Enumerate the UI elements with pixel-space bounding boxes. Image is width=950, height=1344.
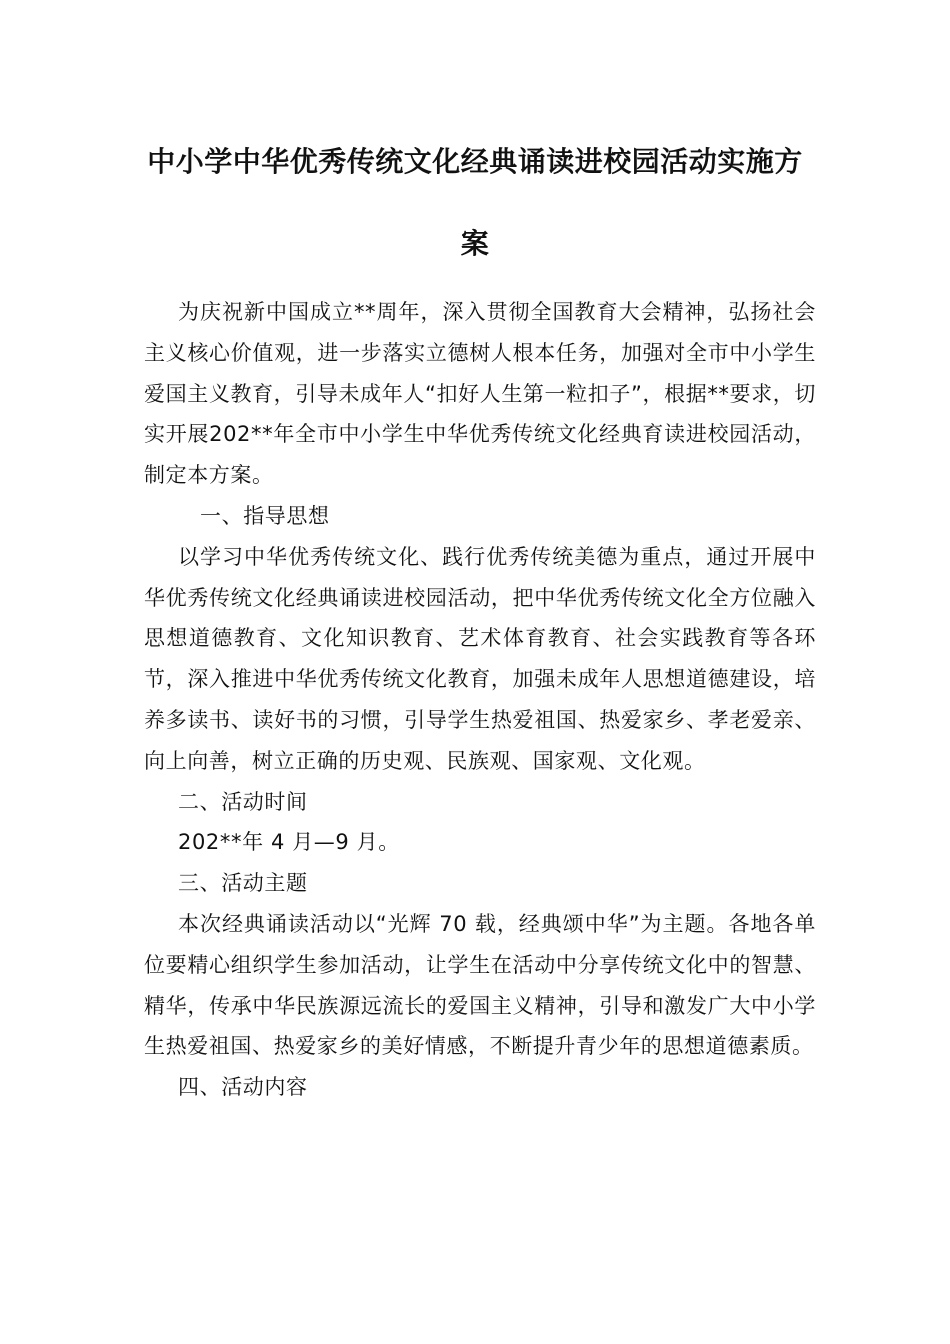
document-body [144,292,816,1108]
section-heading-activity-theme: 三、活动主题 [178,871,308,896]
section-heading-activity-time: 二、活动时间 [178,789,308,814]
section-body-activity-theme: 本次经典诵读活动以“光辉 70 载，经典颂中华”为主题。各地各单位要精心组织学生参加活动，让学生在活动中分享传统文化中的智慧、精华，传承中华民族源远流长的爱国主义精神，引导和激发广大中小学生热爱祖国、热爱家乡的美好情感，不断提升青少年的思想道德素质。 [144,911,816,1059]
section-heading-activity-content: 四、活动内容 [178,1075,308,1100]
section-body-guiding-ideology: 以学习中华优秀传统文化、践行优秀传统美德为重点，通过开展中华优秀传统文化经典诵读进校园活动，把中华优秀传统文化全方位融入思想道德教育、文化知识教育、艺术体育教育、社会实践教育等各环节，深入推进中华优秀传统文化教育，加强未成年人思想道德建设，培养多读书、读好书的习惯，引导学生热爱祖国、热爱家乡、孝老爱亲、向上向善，树立正确的历史观、民族观、国家观、文化观。 [144,544,816,773]
intro-paragraph: 为庆祝新中国成立**周年，深入贯彻全国教育大会精神，弘扬社会主义核心价值观，进一步落实立德树人根本任务，加强对全市中小学生爱国主义教育，引导未成年人“扣好人生第一粒扣子”，根据**要求，切实开展202**年全市中小学生中华优秀传统文化经典育读进校园活动，制定本方案。 [144,300,816,488]
document-title-line-2: 案 [460,227,490,260]
document-title-line-1: 中小学中华优秀传统文化经典诵读进校园活动实施方 [147,145,803,178]
section-heading-guiding-ideology: 一、指导思想 [200,503,330,528]
section-body-activity-time: 202**年 4 月—9 月。 [178,830,400,855]
